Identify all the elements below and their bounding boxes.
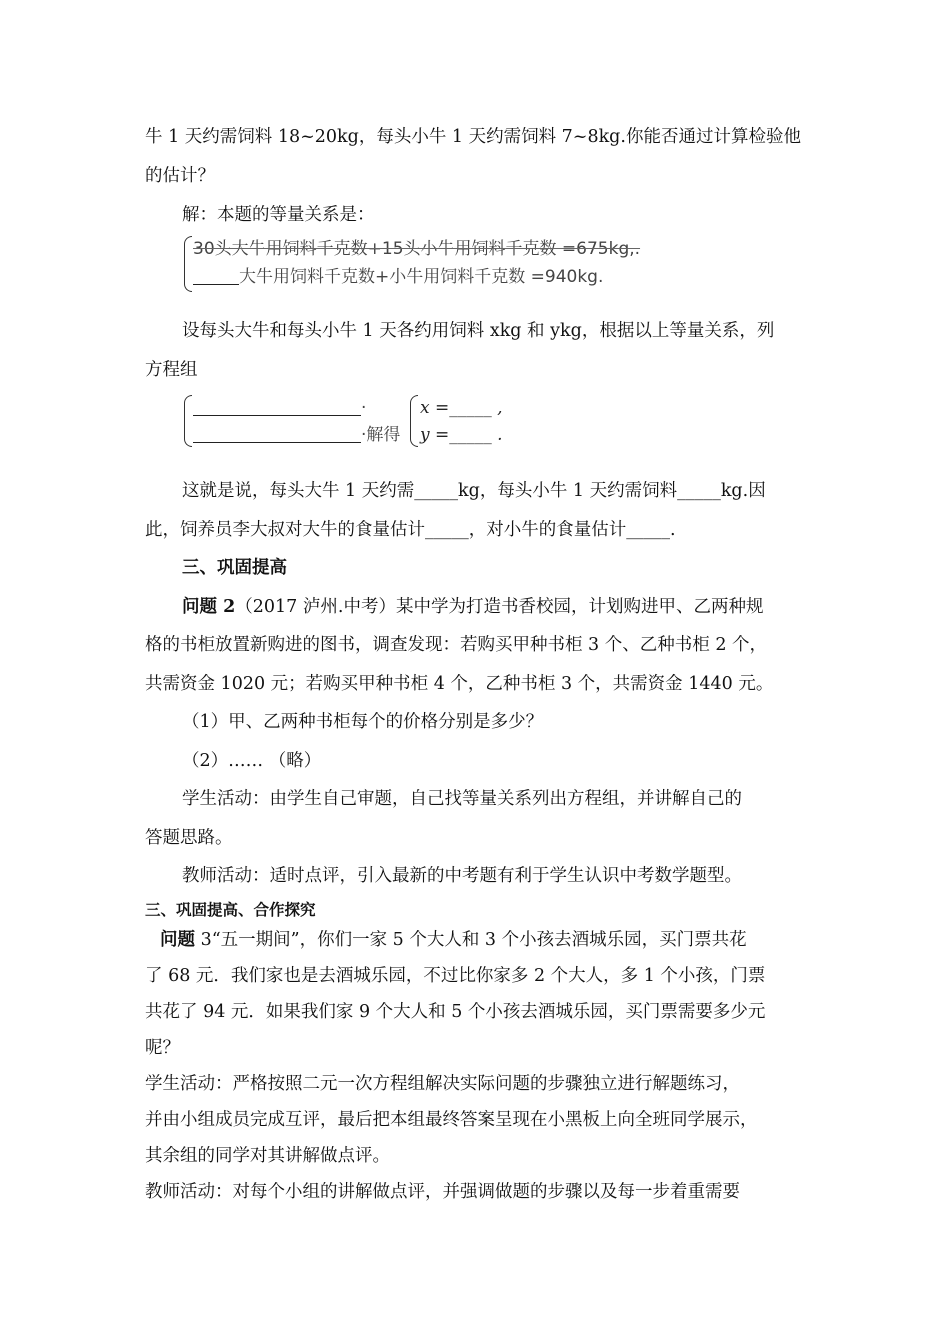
question-label: 问题 2 — [182, 597, 236, 617]
brace — [410, 395, 418, 447]
paragraph-line: 的估计？ — [145, 166, 215, 186]
solution-y: y =_____ . — [420, 425, 503, 445]
paragraph-line: （2）…… （略） — [182, 751, 322, 771]
question-text: 3“五一期间”，你们一家 5 个大人和 3 个小孩去酒城乐园，买门票共花 — [195, 930, 747, 950]
section-heading: 三、巩固提高、合作探究 — [145, 900, 316, 919]
paragraph-line: 格的书柜放置新购进的图书，调查发现：若购买甲种书柜 3 个、乙种书柜 2 个， — [145, 635, 768, 655]
paragraph-line — [160, 928, 830, 952]
paragraph-line: 共花了 94 元．如果我们家 9 个大人和 5 个小孩去酒城乐园，买门票需要多少元 — [145, 1002, 766, 1022]
blank — [193, 397, 361, 416]
equation-text: ·解得 — [361, 425, 401, 445]
paragraph-line: 牛 1 天约需饲料 18~20kg，每头小牛 1 天约需饲料 7~8kg.你能否通过计算检验他 — [145, 127, 801, 147]
paragraph-line: 教师活动：对每个小组的讲解做点评，并强调做题的步骤以及每一步着重需要 — [145, 1182, 740, 1202]
question-label: 问题 — [160, 930, 195, 950]
equation-line — [193, 397, 366, 419]
paragraph-line: 共需资金 1020 元；若购买甲种书柜 4 个，乙种书柜 3 个，共需资金 1440 元。 — [145, 674, 774, 694]
paragraph-line: 方程组 — [145, 360, 198, 380]
question-text: （2017 泸州.中考）某中学为打造书香校园，计划购进甲、乙两种规 — [235, 597, 764, 617]
paragraph-line: 了 68 元．我们家也是去酒城乐园，不过比你家多 2 个大人，多 1 个小孩，门票 — [145, 966, 766, 986]
paragraph-line: 答题思路。 — [145, 828, 233, 848]
paragraph-line: 解：本题的等量关系是： — [182, 205, 375, 225]
paragraph-line — [182, 595, 852, 619]
paragraph-line: 设每头大牛和每头小牛 1 天各约用饲料 xkg 和 ykg，根据以上等量关系，列 — [182, 321, 775, 341]
equation-line: 30头大牛用饲料千克数+15头小牛用饲料千克数 =675kg,. — [193, 239, 641, 259]
paragraph-line: 呢？ — [145, 1038, 180, 1058]
brace — [184, 236, 192, 292]
paragraph-line: 学生活动：严格按照二元一次方程组解决实际问题的步骤独立进行解题练习， — [145, 1074, 740, 1094]
brace — [184, 395, 192, 447]
paragraph-line: 教师活动：适时点评，引入最新的中考题有利于学生认识中考数学题型。 — [182, 866, 742, 886]
blank — [193, 266, 239, 285]
paragraph-line: 并由小组成员完成互评，最后把本组最终答案呈现在小黑板上向全班同学展示， — [145, 1110, 758, 1130]
equation-line — [193, 266, 603, 288]
paragraph-line: 此，饲养员李大叔对大牛的食量估计_____，对小牛的食量估计_____. — [145, 520, 676, 540]
equation-text: 大牛用饲料千克数+小牛用饲料千克数 =940kg. — [239, 267, 604, 287]
paragraph-line: （1）甲、乙两种书柜每个的价格分别是多少？ — [182, 712, 544, 732]
equation-text: · — [361, 398, 367, 418]
paragraph-line: 其余组的同学对其讲解做点评。 — [145, 1146, 390, 1166]
solution-x: x =_____ , — [420, 398, 503, 418]
section-heading: 三、巩固提高 — [182, 558, 287, 578]
equation-line — [193, 424, 400, 446]
paragraph-line: 学生活动：由学生自己审题，自己找等量关系列出方程组，并讲解自己的 — [182, 789, 742, 809]
paragraph-line: 这就是说，每头大牛 1 天约需_____kg，每头小牛 1 天约需饲料_____kg.因 — [182, 481, 766, 501]
blank — [193, 424, 361, 443]
